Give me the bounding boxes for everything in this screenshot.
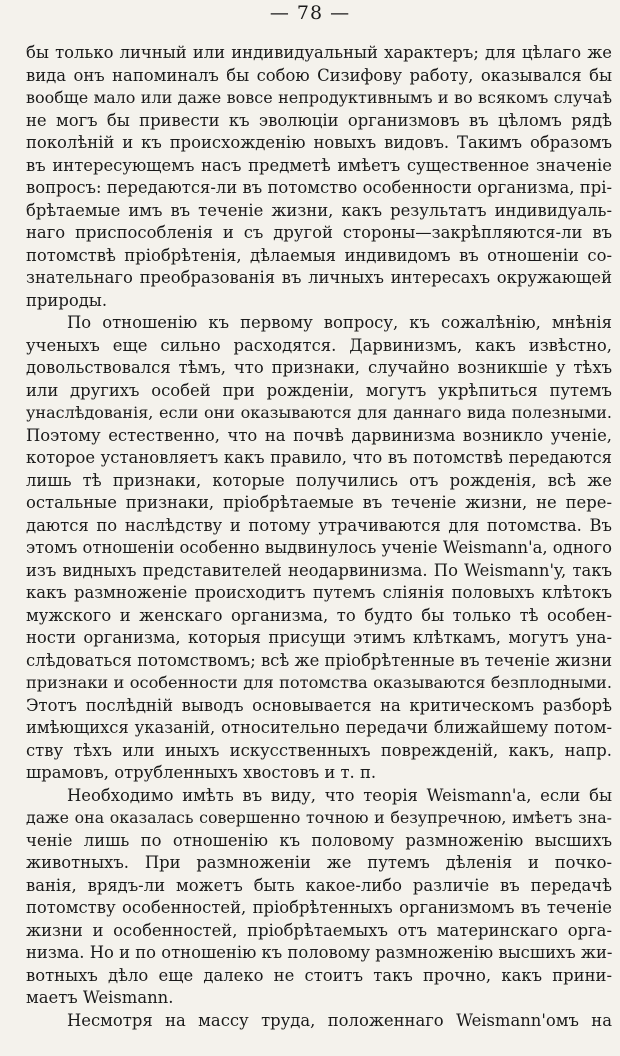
text-line: ству тѣхъ или иныхъ искусственныхъ поврежденій, какъ, напр. (26, 740, 612, 760)
text-line: потомствѣ пріобрѣтенія, дѣлаемыя индивидомъ въ отношеніи со- (26, 245, 612, 265)
text-line: ченіе лишь по отношенію къ половому размноженію высшихъ (26, 830, 612, 850)
text-line: вопросъ: передаются-ли въ потомство особенности организма, прі- (26, 178, 612, 197)
text-line: этомъ отношеніи особенно выдвинулось ученіе Weismann'a, одного (26, 538, 612, 557)
text-line: лишь тѣ признаки, которые получились отъ рожденія, всѣ же (26, 470, 612, 490)
text-line: шрамовъ, отрубленныхъ хвостовъ и т. п. (26, 763, 377, 782)
text-line: низма. Но и по отношенію къ половому размноженію высшихъ жи- (26, 943, 612, 962)
text-line: Необходимо имѣть въ виду, что теорія Weismann'a, если бы (67, 785, 612, 805)
text-line: бы только личный или индивидуальный характеръ; для цѣлаго же (26, 43, 612, 62)
text-line: признаки и особенности для потомства оказываются безплодными. (26, 673, 612, 692)
text-line: животныхъ. При размноженіи же путемъ дѣленія и почко- (26, 853, 612, 872)
text-line: мужского и женскаго организма, то будто бы только тѣ особен- (26, 605, 612, 625)
text-line: какъ размноженіе происходитъ путемъ слiянія половыхъ клѣтокъ (26, 583, 612, 602)
text-line: ванія, врядъ-ли можетъ быть какое-либо различіе въ передачѣ (26, 875, 612, 895)
text-line: довольствовался тѣмъ, что признаки, случайно возникшіе у тѣхъ (26, 358, 612, 377)
text-line: даются по наслѣдству и потому утрачиваются для потомства. Въ (26, 515, 612, 535)
text-line: слѣдоваться потомствомъ; всѣ же пріобрѣтенные въ теченіе жизни (26, 650, 612, 670)
text-line: Поэтому естественно, что на почвѣ дарвинизма возникло ученіе, (26, 425, 612, 445)
text-line: природы. (26, 290, 108, 310)
text-line: ученыхъ еще сильно расходятся. Дарвинизмъ, какъ извѣстно, (26, 335, 612, 355)
text-line: которое установляетъ какъ правило, что въ потомствѣ передаются (26, 448, 612, 467)
text-line: или другихъ особей при рожденіи, могутъ укрѣпиться путемъ (26, 380, 612, 400)
text-line: ности организма, которыя присущи этимъ клѣткамъ, могутъ уна- (26, 628, 612, 647)
text-line: имѣющихся указаній, относительно передачи ближайшему потом- (26, 718, 612, 737)
text-line: По отношенію къ первому вопросу, къ сожалѣнію, мнѣнія (67, 313, 612, 332)
page-number: — 78 — (269, 2, 351, 24)
text-line: потомству особенностей, пріобрѣтенныхъ организмомъ въ теченіе (26, 898, 612, 917)
text-line: Этотъ послѣдній выводъ основывается на критическомъ разборѣ (26, 695, 612, 715)
text-line: маетъ Weismann. (26, 988, 174, 1007)
text-line: даже она оказалась совершенно точною и безупречною, имѣетъ зна- (26, 808, 612, 827)
text-line: вотныхъ дѣло еще далеко не стоитъ такъ прочно, какъ прини- (26, 965, 612, 985)
body-text (26, 42, 612, 1032)
text-line: вообще мало или даже вовсе непродуктивнымъ и во всякомъ случаѣ (26, 88, 612, 107)
text-line: поколѣній и къ происхожденію новыхъ видовъ. Такимъ образомъ (26, 133, 612, 152)
text-line: остальные признаки, пріобрѣтаемые въ теченіе жизни, не пере- (26, 493, 612, 512)
text-line: унаслѣдованія, если они оказываются для даннаго вида полезными. (26, 403, 612, 422)
text-line: изъ видныхъ представителей неодарвинизма. По Weismann'y, такъ (26, 560, 612, 580)
text-line: Несмотря на массу труда, положеннаго Weismann'омъ на (67, 1010, 612, 1030)
text-line: знательнаго преобразованія въ личныхъ интересахъ окружающей (26, 268, 612, 287)
text-line: вида онъ напоминалъ бы собою Сизифову работу, оказывался бы (26, 65, 612, 85)
text-line: жизни и особенностей, пріобрѣтаемыхъ отъ материнскаго орга- (26, 920, 612, 940)
text-line: въ интересующемъ насъ предметѣ имѣетъ существенное значеніе (26, 155, 612, 175)
text-line: не могъ бы привести къ эволюціи организмовъ въ цѣломъ рядѣ (26, 110, 612, 130)
text-line: брѣтаемые имъ въ теченіе жизни, какъ результатъ индивидуаль- (26, 200, 612, 220)
text-line: наго приспособленія и съ другой стороны—закрѣпляются-ли въ (26, 223, 612, 242)
